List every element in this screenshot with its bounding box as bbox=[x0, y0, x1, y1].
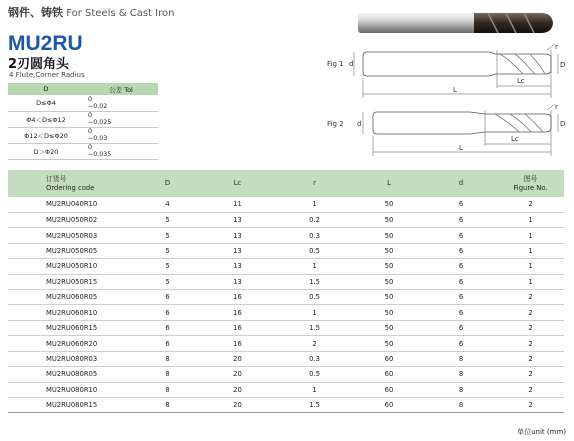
cell-figure-no: 1 bbox=[497, 243, 564, 258]
cell-D: 8 bbox=[136, 351, 199, 366]
table-row bbox=[8, 228, 564, 243]
tool-photo bbox=[356, 3, 556, 43]
table-row bbox=[8, 397, 564, 412]
cell-D: 5 bbox=[136, 228, 199, 243]
cell-L: 50 bbox=[353, 274, 425, 289]
fig2-dim-d: d bbox=[357, 120, 362, 128]
cell-D: 8 bbox=[136, 397, 199, 412]
cell-r: 0.5 bbox=[276, 367, 353, 382]
cell-L: 50 bbox=[353, 243, 425, 258]
cell-figure-no: 2 bbox=[497, 367, 564, 382]
table-row bbox=[8, 367, 564, 382]
cell-figure-no: 2 bbox=[497, 197, 564, 212]
cell-figure-no: 1 bbox=[497, 274, 564, 289]
cell-L: 60 bbox=[353, 367, 425, 382]
header-cn: 钢件、铸铁 bbox=[8, 6, 63, 19]
fig1-dim-r: r bbox=[555, 43, 558, 51]
cell-D: 5 bbox=[136, 243, 199, 258]
cell-figure-no: 2 bbox=[497, 397, 564, 412]
cell-r: 0.5 bbox=[276, 290, 353, 305]
tolerance-upper: 0 bbox=[88, 128, 93, 135]
cell-D: 5 bbox=[136, 212, 199, 227]
tolerance-row bbox=[8, 127, 158, 143]
cell-r: 0.2 bbox=[276, 212, 353, 227]
header-code-cn: 订货号 bbox=[46, 174, 67, 183]
cell-Lc: 13 bbox=[199, 243, 276, 258]
cell-L: 50 bbox=[353, 336, 425, 351]
tolerance-value bbox=[84, 95, 158, 111]
cell-figure-no: 1 bbox=[497, 228, 564, 243]
table-row bbox=[8, 274, 564, 289]
spec-table bbox=[8, 170, 564, 413]
ordering-code: MU2RU060R20 bbox=[8, 336, 136, 351]
ordering-code: MU2RU080R10 bbox=[8, 382, 136, 397]
cell-r: 0.3 bbox=[276, 228, 353, 243]
ordering-code: MU2RU040R10 bbox=[8, 197, 136, 212]
ordering-code: MU2RU050R10 bbox=[8, 259, 136, 274]
cell-figure-no: 2 bbox=[497, 320, 564, 335]
table-row bbox=[8, 259, 564, 274]
cell-d: 8 bbox=[425, 397, 497, 412]
header-d: d bbox=[425, 170, 497, 197]
cell-Lc: 11 bbox=[199, 197, 276, 212]
tolerance-upper: 0 bbox=[88, 144, 93, 151]
tolerance-range: Φ4＜D≤Φ12 bbox=[8, 111, 84, 127]
cell-d: 6 bbox=[425, 228, 497, 243]
cell-D: 5 bbox=[136, 259, 199, 274]
cell-Lc: 20 bbox=[199, 367, 276, 382]
ordering-code: MU2RU050R05 bbox=[8, 243, 136, 258]
table-row bbox=[8, 290, 564, 305]
tolerance-lower: −0.02 bbox=[88, 102, 108, 110]
table-row bbox=[8, 212, 564, 227]
fig2-dim-Lc: Lc bbox=[511, 135, 519, 143]
cell-r: 1 bbox=[276, 305, 353, 320]
cell-figure-no: 2 bbox=[497, 305, 564, 320]
ordering-code: MU2RU050R15 bbox=[8, 274, 136, 289]
header-L: L bbox=[353, 170, 425, 197]
tolerance-row bbox=[8, 111, 158, 127]
cell-figure-no: 1 bbox=[497, 259, 564, 274]
fig1-dim-L: L bbox=[453, 86, 457, 94]
fig2-dim-L: L bbox=[459, 144, 463, 152]
cell-d: 6 bbox=[425, 212, 497, 227]
tol-header-d: D bbox=[8, 83, 84, 95]
cell-Lc: 16 bbox=[199, 305, 276, 320]
table-row bbox=[8, 243, 564, 258]
ordering-code: MU2RU060R05 bbox=[8, 290, 136, 305]
ordering-code: MU2RU080R03 bbox=[8, 351, 136, 366]
ordering-code: MU2RU050R03 bbox=[8, 228, 136, 243]
cell-Lc: 13 bbox=[199, 274, 276, 289]
cell-r: 1 bbox=[276, 382, 353, 397]
cell-D: 8 bbox=[136, 382, 199, 397]
cell-d: 6 bbox=[425, 290, 497, 305]
cell-L: 50 bbox=[353, 228, 425, 243]
cell-Lc: 20 bbox=[199, 397, 276, 412]
tolerance-range: Φ12＜D≤Φ20 bbox=[8, 127, 84, 143]
table-row bbox=[8, 320, 564, 335]
fig1-dim-D: D bbox=[560, 61, 566, 69]
cell-figure-no: 2 bbox=[497, 336, 564, 351]
cell-d: 6 bbox=[425, 305, 497, 320]
cell-r: 1.5 bbox=[276, 274, 353, 289]
cell-r: 0.5 bbox=[276, 243, 353, 258]
product-name-en: 4 Flute,Corner Radius bbox=[9, 71, 85, 79]
cell-figure-no: 2 bbox=[497, 351, 564, 366]
fig1-label: Fig 1 bbox=[327, 60, 344, 68]
header-fig-cn: 图号 bbox=[523, 174, 538, 183]
cell-Lc: 16 bbox=[199, 336, 276, 351]
cell-Lc: 16 bbox=[199, 320, 276, 335]
tolerance-value bbox=[84, 143, 158, 159]
cell-L: 50 bbox=[353, 290, 425, 305]
cell-figure-no: 2 bbox=[497, 382, 564, 397]
cell-L: 50 bbox=[353, 305, 425, 320]
tolerance-row bbox=[8, 143, 158, 159]
table-row bbox=[8, 351, 564, 366]
cell-L: 50 bbox=[353, 259, 425, 274]
fig2-drawing bbox=[345, 100, 567, 158]
product-name-cn: 2刃圆角头 bbox=[8, 57, 70, 72]
cell-D: 6 bbox=[136, 320, 199, 335]
table-row bbox=[8, 382, 564, 397]
cell-D: 4 bbox=[136, 197, 199, 212]
tolerance-table bbox=[8, 83, 158, 160]
cell-D: 6 bbox=[136, 336, 199, 351]
header-en: For Steels & Cast Iron bbox=[66, 8, 175, 19]
cell-r: 0.3 bbox=[276, 351, 353, 366]
fig2-label: Fig 2 bbox=[327, 120, 344, 128]
cell-L: 50 bbox=[353, 320, 425, 335]
ordering-code: MU2RU060R15 bbox=[8, 320, 136, 335]
table-row bbox=[8, 305, 564, 320]
cell-Lc: 16 bbox=[199, 290, 276, 305]
cell-r: 2 bbox=[276, 336, 353, 351]
tolerance-row bbox=[8, 95, 158, 111]
product-code: MU2RU bbox=[8, 32, 83, 55]
fig2-dim-r: r bbox=[555, 103, 558, 111]
cell-D: 8 bbox=[136, 367, 199, 382]
tolerance-lower: −0.03 bbox=[88, 135, 108, 142]
cell-D: 6 bbox=[136, 305, 199, 320]
ordering-code: MU2RU080R15 bbox=[8, 397, 136, 412]
cell-r: 1.5 bbox=[276, 397, 353, 412]
cell-d: 6 bbox=[425, 259, 497, 274]
unit-note: 单位unit (mm) bbox=[517, 428, 566, 436]
header-code-en: Ordering code bbox=[46, 183, 95, 192]
header-fig-en: Figure No. bbox=[513, 183, 548, 192]
cell-Lc: 13 bbox=[199, 212, 276, 227]
cell-L: 60 bbox=[353, 397, 425, 412]
fig1-drawing bbox=[345, 42, 567, 100]
tol-header-tol: 公差 Tol bbox=[84, 83, 158, 95]
cell-d: 6 bbox=[425, 336, 497, 351]
cell-r: 1 bbox=[276, 259, 353, 274]
cell-d: 6 bbox=[425, 243, 497, 258]
tolerance-value bbox=[84, 111, 158, 127]
cell-d: 6 bbox=[425, 274, 497, 289]
cell-d: 8 bbox=[425, 367, 497, 382]
table-row bbox=[8, 336, 564, 351]
cell-Lc: 20 bbox=[199, 382, 276, 397]
header-Lc: Lc bbox=[199, 170, 276, 197]
table-row bbox=[8, 197, 564, 212]
cell-d: 6 bbox=[425, 197, 497, 212]
page-header bbox=[8, 4, 174, 20]
tolerance-lower: −0.035 bbox=[88, 151, 112, 158]
cell-Lc: 13 bbox=[199, 228, 276, 243]
ordering-code: MU2RU060R10 bbox=[8, 305, 136, 320]
cell-figure-no: 2 bbox=[497, 290, 564, 305]
cell-Lc: 13 bbox=[199, 259, 276, 274]
tolerance-value bbox=[84, 127, 158, 143]
header-r: r bbox=[276, 170, 353, 197]
tolerance-lower: −0.025 bbox=[88, 119, 112, 126]
tolerance-upper: 0 bbox=[88, 95, 93, 103]
cell-d: 6 bbox=[425, 320, 497, 335]
header-D: D bbox=[136, 170, 199, 197]
fig1-dim-d: d bbox=[349, 60, 354, 68]
header-ordering-code bbox=[8, 170, 136, 197]
cell-d: 8 bbox=[425, 382, 497, 397]
header-figure-no bbox=[497, 170, 564, 197]
tolerance-range: D＞Φ20 bbox=[8, 143, 84, 159]
ordering-code: MU2RU050R02 bbox=[8, 212, 136, 227]
cell-L: 60 bbox=[353, 351, 425, 366]
ordering-code: MU2RU080R05 bbox=[8, 367, 136, 382]
cell-r: 1.5 bbox=[276, 320, 353, 335]
cell-L: 60 bbox=[353, 382, 425, 397]
cell-L: 50 bbox=[353, 212, 425, 227]
cell-D: 5 bbox=[136, 274, 199, 289]
tolerance-range: D≤Φ4 bbox=[8, 95, 84, 111]
fig2-dim-D: D bbox=[560, 120, 566, 128]
cell-Lc: 20 bbox=[199, 351, 276, 366]
cell-L: 50 bbox=[353, 197, 425, 212]
cell-d: 8 bbox=[425, 351, 497, 366]
tolerance-upper: 0 bbox=[88, 112, 93, 119]
cell-D: 6 bbox=[136, 290, 199, 305]
cell-figure-no: 1 bbox=[497, 212, 564, 227]
cell-r: 1 bbox=[276, 197, 353, 212]
fig1-dim-Lc: Lc bbox=[517, 77, 525, 85]
